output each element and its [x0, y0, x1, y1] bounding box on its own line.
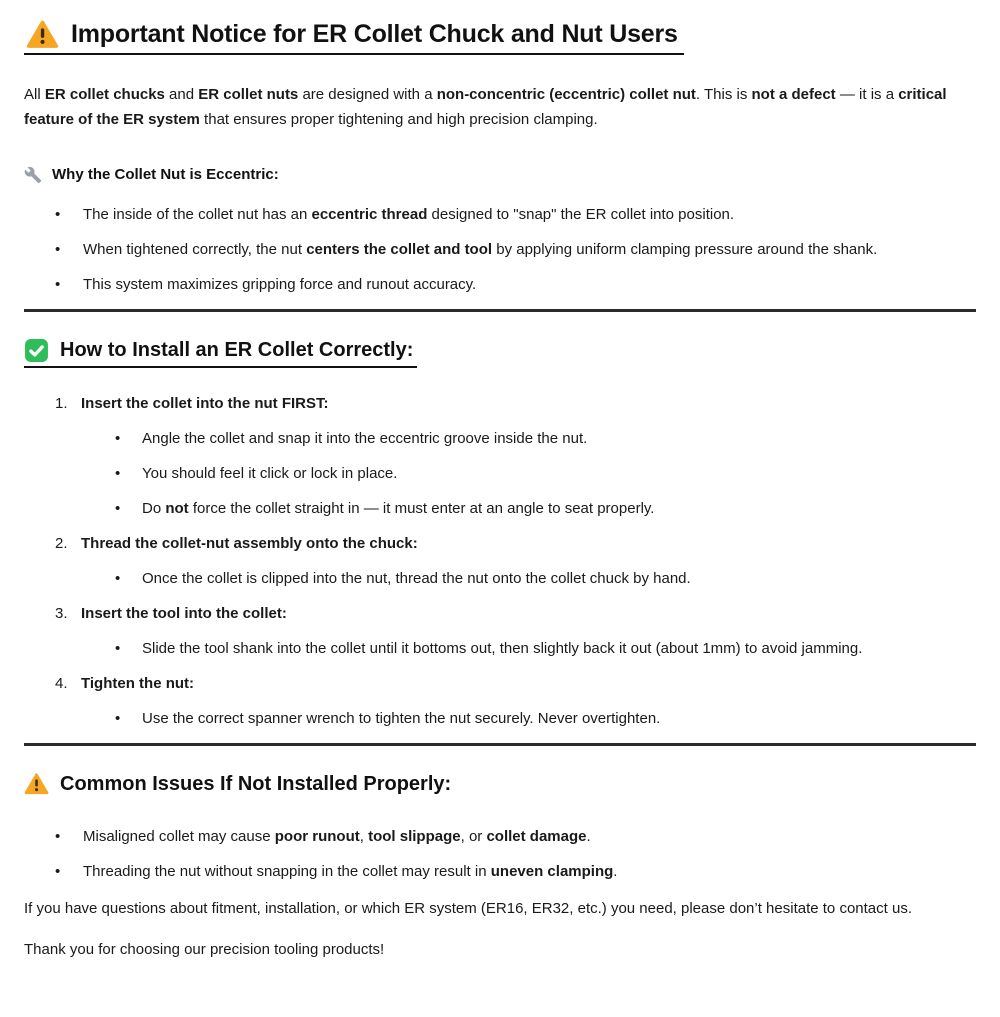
bullet-marker: •	[115, 465, 121, 482]
horizontal-rule	[24, 309, 976, 312]
bullet-marker: •	[55, 241, 61, 258]
step-item	[24, 603, 976, 659]
list-item	[24, 463, 976, 484]
install-heading-row	[24, 337, 976, 368]
step-title: Thread the collet-nut assembly onto the chuck:	[81, 535, 418, 552]
list-item	[24, 239, 976, 260]
step-title-row	[24, 603, 976, 624]
contact-paragraph: If you have questions about fitment, installation, or which ER system (ER16, ER32, etc.) you need, please don’t hesitate to contact us.	[24, 900, 912, 917]
horizontal-rule	[24, 743, 976, 746]
bullet-text: Use the correct spanner wrench to tighten the nut securely. Never overtighten.	[142, 710, 661, 727]
step-title-row	[24, 393, 976, 414]
step-title: Insert the collet into the nut FIRST:	[81, 395, 329, 412]
install-heading: How to Install an ER Collet Correctly:	[60, 339, 414, 361]
issues-bullet-list	[24, 826, 976, 882]
step-number: 3.	[55, 605, 68, 622]
step-number: 2.	[55, 535, 68, 552]
bullet-marker: •	[55, 828, 61, 845]
bullet-marker: •	[115, 500, 121, 517]
step-item	[24, 393, 976, 519]
step-title: Tighten the nut:	[81, 675, 195, 692]
bullet-marker: •	[115, 640, 121, 657]
page-title: Important Notice for ER Collet Chuck and Nut Users	[71, 20, 678, 48]
bullet-text: Slide the tool shank into the collet until it bottoms out, then slightly back it out (about 1mm) to avoid jamming.	[142, 640, 863, 657]
thanks-paragraph: Thank you for choosing our precision tooling products!	[24, 941, 385, 958]
step-title-row	[24, 673, 976, 694]
step-number: 1.	[55, 395, 68, 412]
list-item	[24, 861, 976, 882]
issues-heading: Common Issues If Not Installed Properly:	[60, 773, 452, 795]
bullet-marker: •	[115, 710, 121, 727]
issues-heading-row	[24, 771, 976, 800]
bullet-text: Do not force the collet straight in — it must enter at an angle to seat properly.	[142, 500, 655, 517]
bullet-marker: •	[55, 863, 61, 880]
bullet-text: When tightened correctly, the nut centers the collet and tool by applying uniform clamping pressure around the shank.	[83, 241, 878, 258]
why-heading: Why the Collet Nut is Eccentric:	[52, 166, 279, 183]
list-item	[24, 498, 976, 519]
why-heading-row	[24, 165, 976, 184]
bullet-text: Threading the nut without snapping in the collet may result in uneven clamping.	[83, 863, 618, 880]
step-item	[24, 533, 976, 589]
bullet-marker: •	[115, 570, 121, 587]
bullet-marker: •	[115, 430, 121, 447]
list-item	[24, 568, 976, 589]
why-bullet-list	[24, 204, 976, 295]
bullet-text: You should feel it click or lock in place.	[142, 465, 398, 482]
bullet-text: This system maximizes gripping force and runout accuracy.	[83, 276, 477, 293]
step-title-row	[24, 533, 976, 554]
step-sub-bullets	[24, 568, 976, 589]
title-row	[24, 18, 976, 55]
title-underline-group	[24, 18, 684, 55]
warning-icon	[24, 773, 49, 795]
bullet-text: Misaligned collet may cause poor runout, tool slippage, or collet damage.	[83, 828, 591, 845]
step-sub-bullets	[24, 638, 976, 659]
list-item	[24, 204, 976, 225]
warning-icon	[26, 20, 59, 49]
list-item	[24, 638, 976, 659]
bullet-text: The inside of the collet nut has an eccentric thread designed to "snap" the ER collet into position.	[83, 206, 735, 223]
bullet-text: Once the collet is clipped into the nut, thread the nut onto the collet chuck by hand.	[142, 570, 691, 587]
intro-paragraph: All ER collet chucks and ER collet nuts are designed with a non-concentric (eccentric) collet nut. This is not a defect — it is a critical feature of the ER system that ensures proper tightening and high precision clamping.	[24, 86, 947, 128]
issues-heading-group	[24, 771, 455, 800]
install-steps-list	[24, 393, 976, 729]
list-item	[24, 826, 976, 847]
check-icon	[24, 338, 49, 363]
install-underline-group	[24, 337, 417, 368]
step-number: 4.	[55, 675, 68, 692]
bullet-marker: •	[55, 276, 61, 293]
step-sub-bullets	[24, 428, 976, 519]
list-item	[24, 708, 976, 729]
wrench-icon	[24, 166, 42, 184]
list-item	[24, 428, 976, 449]
step-sub-bullets	[24, 708, 976, 729]
step-item	[24, 673, 976, 729]
step-title: Insert the tool into the collet:	[81, 605, 287, 622]
bullet-marker: •	[55, 206, 61, 223]
bullet-text: Angle the collet and snap it into the eccentric groove inside the nut.	[142, 430, 588, 447]
list-item	[24, 274, 976, 295]
